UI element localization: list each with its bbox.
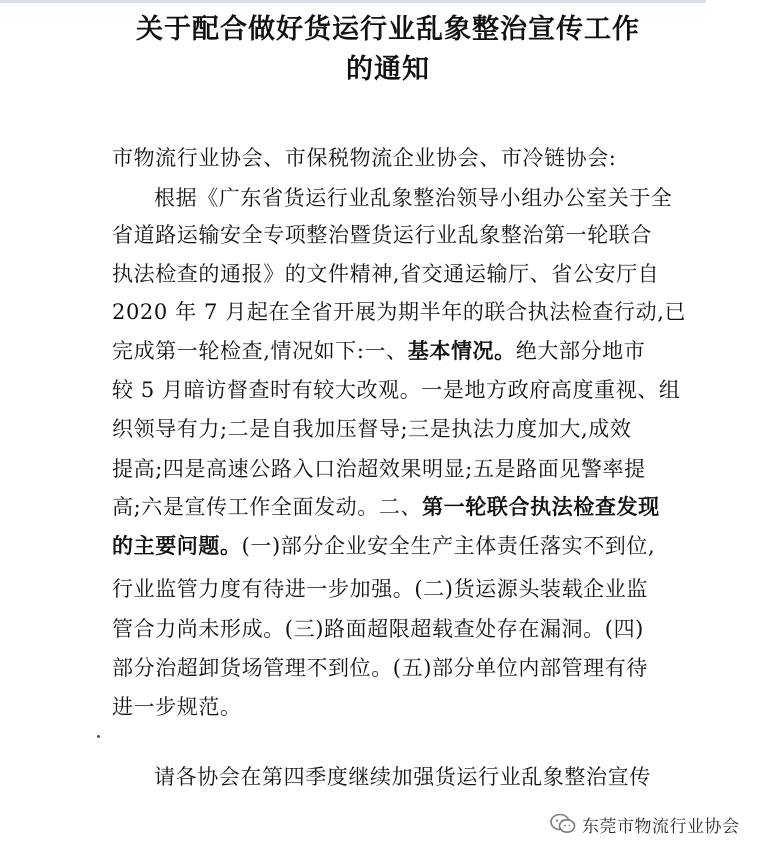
body-line-6: 较 5 月暗访督查时有较大改观。一是地方政府高度重视、组 <box>112 378 681 402</box>
body-line-10-post: (一)部分企业安全生产主体责任落实不到位, <box>241 534 656 558</box>
heading-main-problems-part-2: 的主要问题。 <box>112 533 242 558</box>
body-line-5 <box>112 336 672 366</box>
account-watermark <box>548 810 746 838</box>
body-line-11: 行业监管力度有待进一步加强。(二)货运源头装载企业监 <box>112 577 648 601</box>
body-line-15: 请各协会在第四季度继续加强货运行业乱象整治宣传 <box>154 765 651 789</box>
watermark-text: 东莞市物流行业协会 <box>582 816 740 837</box>
heading-basic-situation: 基本情况。 <box>407 338 516 363</box>
stray-mark <box>97 735 100 738</box>
body-line-9-pre: 高;六是宣传工作全面发动。二、 <box>112 495 423 519</box>
document-title-line-1: 关于配合做好货运行业乱象整治宣传工作 <box>136 14 640 45</box>
body-line-8: 提高;四是高速公路入口治超效果明显;五是路面见警率提 <box>112 457 646 481</box>
body-line-10 <box>112 531 672 561</box>
body-line-9 <box>112 492 672 522</box>
body-line-4: 2020 年 7 月起在全省开展为期半年的联合执法检查行动,已 <box>112 300 687 324</box>
body-line-14: 进一步规范。 <box>112 695 242 719</box>
top-border-strip <box>0 0 706 3</box>
body-line-3: 执法检查的通报》的文件精神,省交通运输厅、省公安厅自 <box>112 262 660 286</box>
wechat-icon <box>550 813 576 835</box>
document-title-line-2: 的通知 <box>346 54 430 85</box>
salutation: 市物流行业协会、市保税物流企业协会、市冷链协会: <box>112 146 617 170</box>
heading-main-problems-part-1: 第一轮联合执法检查发现 <box>422 494 660 519</box>
body-line-12: 管合力尚未形成。(三)路面超限超载查处存在漏洞。(四) <box>112 617 644 641</box>
body-line-2: 省道路运输安全专项整治暨货运行业乱象整治第一轮联合 <box>112 223 652 247</box>
body-line-5-pre: 完成第一轮检查,情况如下:一、 <box>112 339 408 363</box>
body-line-13: 部分治超卸货场管理不到位。(五)部分单位内部管理有待 <box>112 656 648 680</box>
body-line-7: 织领导有力;二是自我加压督导;三是执法力度加大,成效 <box>112 417 632 441</box>
body-line-1: 根据《广东省货运行业乱象整治领导小组办公室关于全 <box>154 186 673 210</box>
body-line-5-post: 绝大部分地市 <box>515 339 646 363</box>
